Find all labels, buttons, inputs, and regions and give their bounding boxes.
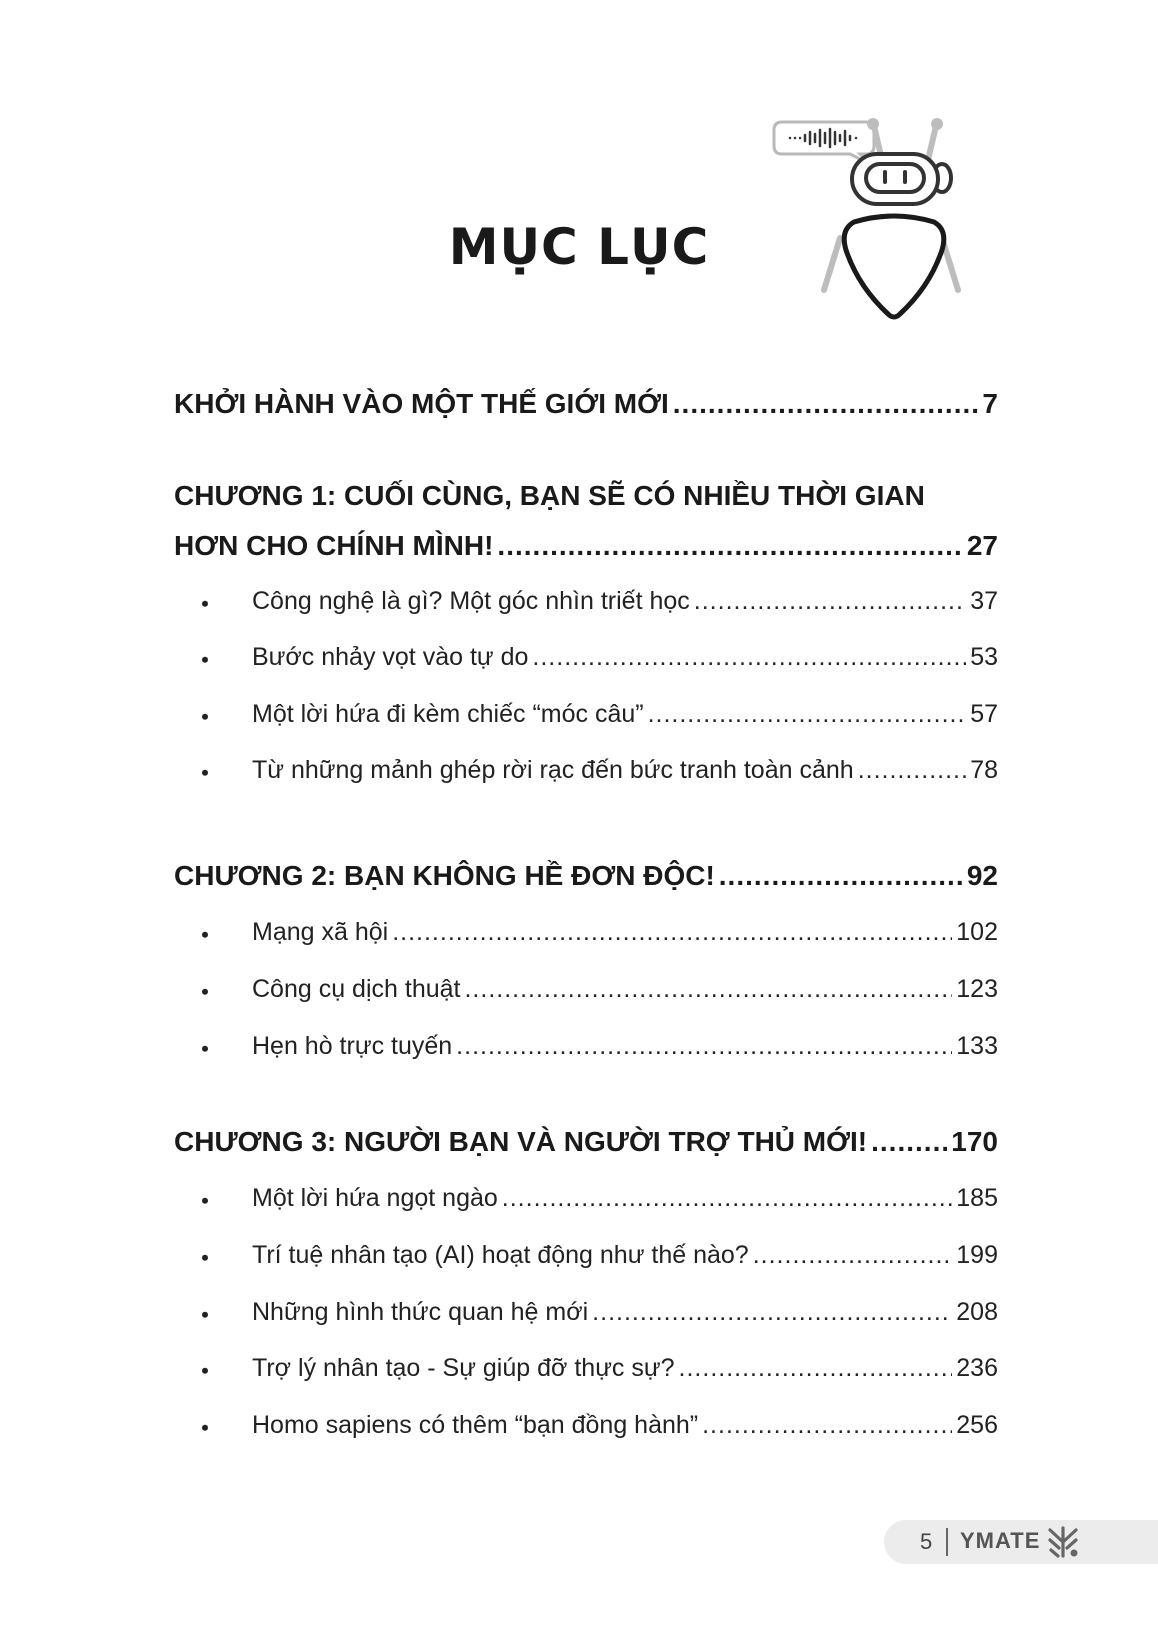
bullet-icon	[202, 1424, 208, 1430]
toc-section[interactable]	[174, 1032, 998, 1061]
toc-chapter-1-title-line1[interactable]: CHƯƠNG 1: CUỐI CÙNG, BẠN SẼ CÓ NHIỀU THỜI GIAN	[174, 480, 925, 511]
toc-chapter-1[interactable]	[174, 530, 998, 562]
toc-entry-page: 92	[966, 860, 998, 891]
toc-section[interactable]	[174, 587, 998, 616]
toc-entry-page: 199	[956, 1241, 998, 1269]
toc-entry-label: CHƯƠNG 2: BẠN KHÔNG HỀ ĐƠN ĐỘC!	[174, 860, 715, 891]
toc-entry-page: 102	[956, 918, 998, 946]
leader-dots	[694, 587, 966, 616]
toc-entry-label: Những hình thức quan hệ mới	[252, 1298, 589, 1326]
speech-bubble-icon	[774, 122, 874, 164]
toc-entry-label: HƠN CHO CHÍNH MÌNH!	[174, 530, 494, 561]
toc-entry-page: 57	[970, 700, 998, 728]
bullet-icon	[202, 1367, 208, 1373]
toc-entry-page: 27	[966, 530, 998, 561]
toc-entry-label: Hẹn hò trực tuyến	[252, 1032, 453, 1060]
leader-dots	[392, 918, 952, 947]
toc-section[interactable]	[174, 1184, 998, 1213]
leader-dots	[679, 1354, 953, 1383]
leader-dots	[532, 643, 966, 672]
bullet-icon	[202, 1197, 208, 1203]
ymate-logo-icon	[1046, 1524, 1080, 1560]
toc-entry-page: 236	[956, 1354, 998, 1382]
footer-divider	[946, 1528, 948, 1556]
bullet-icon	[202, 1045, 208, 1051]
toc-entry-label: KHỞI HÀNH VÀO MỘT THẾ GIỚI MỚI	[174, 388, 669, 419]
toc-entry-label: Từ những mảnh ghép rời rạc đến bức tranh toàn cảnh	[252, 756, 854, 784]
toc-entry-page: 256	[956, 1411, 998, 1439]
toc-section[interactable]	[174, 1241, 998, 1270]
leader-dots	[648, 700, 967, 729]
leader-dots	[464, 975, 952, 1004]
toc-section[interactable]	[174, 643, 998, 672]
toc-entry-label: Trí tuệ nhân tạo (AI) hoạt động như thế nào?	[252, 1241, 749, 1269]
toc-section[interactable]	[174, 700, 998, 729]
toc-entry-page: 123	[956, 975, 998, 1003]
toc-entry-page: 53	[970, 643, 998, 671]
leader-dots	[502, 1184, 953, 1213]
leader-dots	[871, 1126, 947, 1158]
toc-chapter-3[interactable]	[174, 1126, 998, 1158]
leader-dots	[456, 1032, 952, 1061]
bullet-icon	[202, 656, 208, 662]
toc-chapter-2[interactable]	[174, 860, 998, 892]
bullet-icon	[202, 769, 208, 775]
toc-section[interactable]	[174, 918, 998, 947]
toc-entry-page: 170	[951, 1126, 998, 1157]
toc-entry-page: 7	[982, 388, 998, 419]
bullet-icon	[202, 713, 208, 719]
toc-entry-page: 37	[970, 587, 998, 615]
toc-entry-page: 208	[956, 1298, 998, 1326]
leader-dots	[497, 530, 962, 562]
bullet-icon	[202, 600, 208, 606]
toc-entry-label: Một lời hứa đi kèm chiếc “móc câu”	[252, 700, 644, 728]
toc-entry-label: Homo sapiens có thêm “bạn đồng hành”	[252, 1411, 699, 1439]
leader-dots	[753, 1241, 953, 1270]
toc-section[interactable]	[174, 1298, 998, 1327]
toc-entry-label: Công cụ dịch thuật	[252, 975, 461, 1003]
toc-entry-label: Bước nhảy vọt vào tự do	[252, 643, 529, 671]
page-number: 5	[920, 1529, 933, 1554]
toc-chapter-intro[interactable]	[174, 388, 998, 420]
page-title: MỤC LỤC	[448, 218, 710, 276]
toc-entry-label: Mạng xã hội	[252, 918, 389, 946]
toc-entry-label: Công nghệ là gì? Một góc nhìn triết học	[252, 587, 690, 615]
leader-dots	[673, 388, 979, 420]
toc-section[interactable]	[174, 1354, 998, 1383]
toc-section[interactable]	[174, 1411, 998, 1440]
bullet-icon	[202, 988, 208, 994]
leader-dots	[719, 860, 963, 892]
toc-entry-page: 133	[956, 1032, 998, 1060]
leader-dots	[592, 1298, 952, 1327]
toc-entry-page: 78	[970, 756, 998, 784]
toc-section[interactable]	[174, 756, 998, 785]
leader-dots	[858, 756, 967, 785]
toc-entry-label: Một lời hứa ngọt ngào	[252, 1184, 498, 1212]
bullet-icon	[202, 1254, 208, 1260]
toc-entry-label: CHƯƠNG 3: NGƯỜI BẠN VÀ NGƯỜI TRỢ THỦ MỚI!	[174, 1126, 868, 1157]
leader-dots	[702, 1411, 952, 1440]
bullet-icon	[202, 931, 208, 937]
brand-name: YMATE	[960, 1528, 1041, 1553]
toc-entry-page: 185	[956, 1184, 998, 1212]
bullet-icon	[202, 1311, 208, 1317]
toc-section[interactable]	[174, 975, 998, 1004]
toc-entry-label: Trợ lý nhân tạo - Sự giúp đỡ thực sự?	[252, 1354, 675, 1382]
